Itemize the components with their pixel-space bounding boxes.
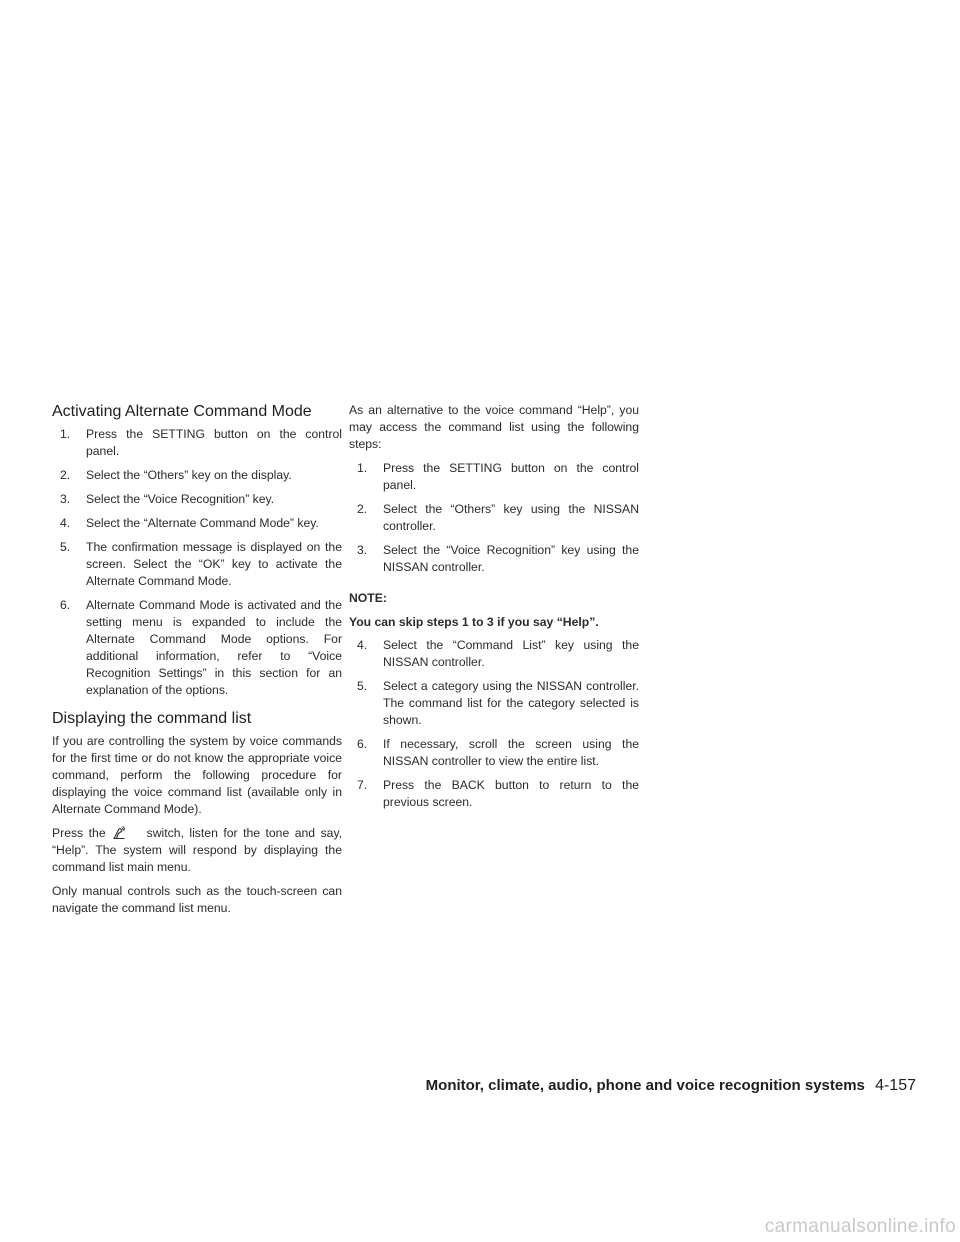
section-heading-command-list: Displaying the command list	[52, 710, 252, 727]
voice-recognition-switch-icon	[113, 826, 125, 839]
page-footer	[426, 1077, 916, 1095]
step-text: Select the “Command List” key using the NISSAN controller.	[383, 638, 639, 669]
step-text: Alternate Command Mode is activated and the setting menu is expanded to include the Alternate Command Mode options. For additional information, refer to “Voice Recognition Settings” in this section for an explanation of the options.	[86, 598, 342, 697]
right-column	[349, 402, 639, 818]
steps-list-activate	[52, 426, 342, 699]
list-item	[52, 491, 342, 508]
list-item	[349, 777, 639, 811]
list-item	[52, 539, 342, 590]
note-text: You can skip steps 1 to 3 if you say “Help”.	[349, 615, 599, 629]
step-text: Select the “Alternate Command Mode” key.	[86, 516, 319, 530]
list-item	[349, 501, 639, 535]
step-number: 3.	[60, 492, 71, 506]
paragraph-intro: If you are controlling the system by voice commands for the first time or do not know the appropriate voice command, perform the following procedure for displaying the voice command list (available only in Alternate Command Mode).	[52, 734, 342, 816]
step-number: 5.	[357, 679, 368, 693]
step-number: 2.	[60, 468, 71, 482]
step-text: Select the “Voice Recognition” key.	[86, 492, 275, 506]
step-text: Press the SETTING button on the control panel.	[86, 427, 342, 458]
paragraph-text-after-icon: switch, listen for the tone and say, “Help”. The system will respond by displaying the command list main menu.	[52, 826, 343, 874]
steps-list-command-list-a	[349, 460, 639, 576]
step-number: 6.	[357, 737, 368, 751]
step-number: 6.	[60, 598, 71, 612]
note-label: NOTE:	[349, 591, 387, 605]
paragraph-alternative-intro: As an alternative to the voice command “Help”, you may access the command list using the following steps:	[349, 403, 639, 451]
step-text: The confirmation message is displayed on the screen. Select the “OK” key to activate the Alternate Command Mode.	[86, 540, 342, 588]
step-text: Select the “Others” key on the display.	[86, 468, 292, 482]
list-item	[349, 678, 639, 729]
paragraph-press-switch	[52, 825, 342, 876]
step-number: 5.	[60, 540, 71, 554]
list-item	[52, 467, 342, 484]
page-number: 4-157	[875, 1077, 916, 1094]
step-number: 4.	[60, 516, 71, 530]
step-text: Select the “Others” key using the NISSAN controller.	[383, 502, 639, 533]
step-number: 1.	[357, 461, 368, 475]
list-item	[349, 460, 639, 494]
watermark: carmanualsonline.info	[764, 1216, 956, 1237]
paragraph-manual-controls: Only manual controls such as the touch-screen can navigate the command list menu.	[52, 884, 342, 915]
footer-section-title: Monitor, climate, audio, phone and voice recognition systems	[425, 1077, 865, 1094]
list-item	[349, 542, 639, 576]
step-number: 1.	[60, 427, 71, 441]
step-text: Press the BACK button to return to the previous screen.	[383, 778, 639, 809]
step-text: Select the “Voice Recognition” key using the NISSAN controller.	[383, 543, 639, 574]
step-number: 3.	[357, 543, 368, 557]
step-number: 2.	[357, 502, 368, 516]
list-item	[52, 426, 342, 460]
step-number: 7.	[357, 778, 368, 792]
left-column	[52, 402, 342, 924]
step-text: Press the SETTING button on the control panel.	[383, 461, 639, 492]
paragraph-text-before-icon: Press the	[52, 826, 106, 840]
step-text: If necessary, scroll the screen using the NISSAN controller to view the entire list.	[383, 737, 639, 768]
list-item	[52, 597, 342, 699]
list-item	[349, 736, 639, 770]
list-item	[52, 515, 342, 532]
step-number: 4.	[357, 638, 368, 652]
list-item	[349, 637, 639, 671]
section-heading-alternate-command-mode: Activating Alternate Command Mode	[52, 403, 312, 420]
step-text: Select a category using the NISSAN controller. The command list for the category selected is shown.	[383, 679, 639, 727]
steps-list-command-list-b	[349, 637, 639, 811]
